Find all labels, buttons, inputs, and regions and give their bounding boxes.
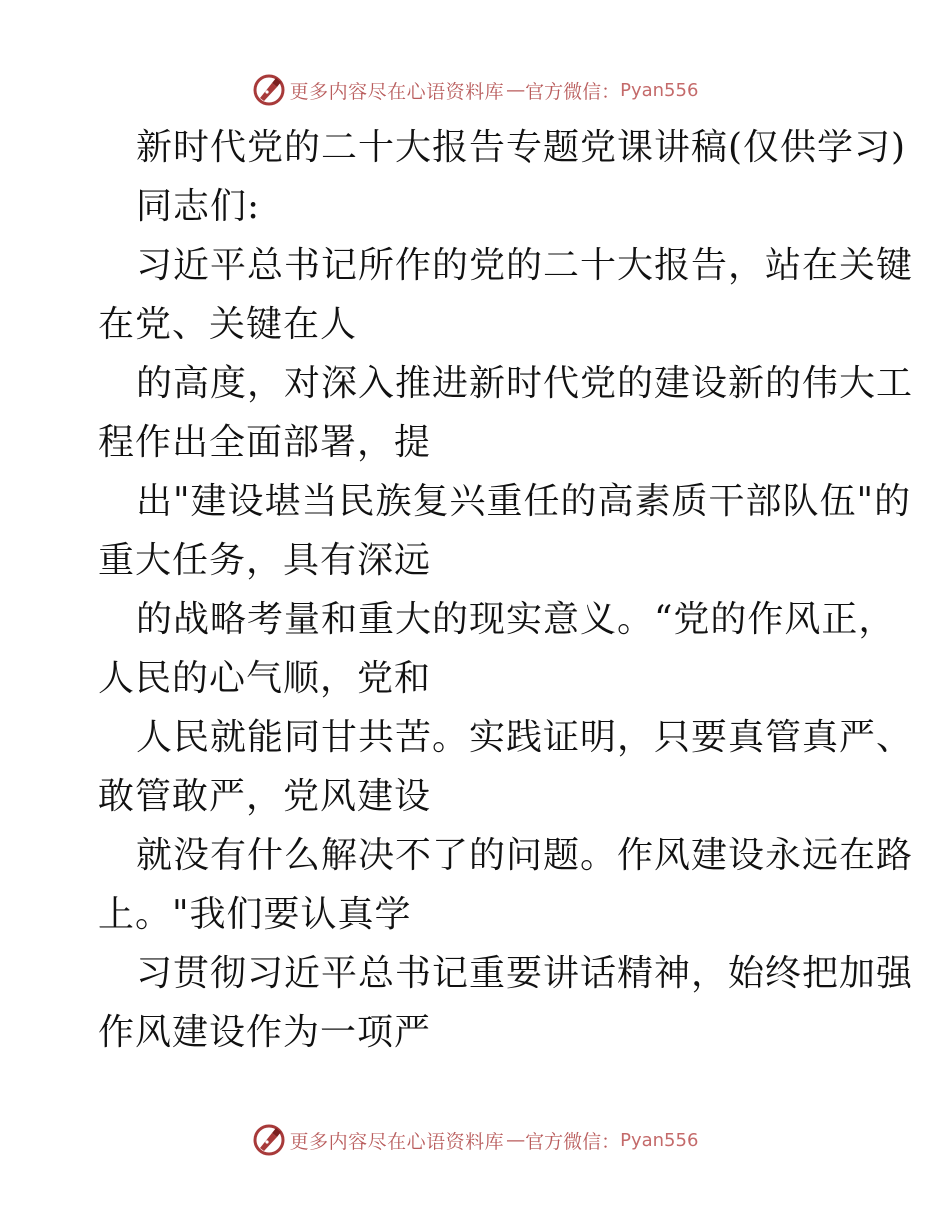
paragraph-line: 人民的心气顺，党和 — [98, 658, 432, 699]
paragraph-line: 敢管敢严，党风建设 — [98, 776, 432, 817]
document-title: 新时代党的二十大报告专题党课讲稿(仅供学习) — [136, 127, 907, 168]
watermark-site-text: 更多内容尽在心语资料库 — [289, 1130, 505, 1153]
paragraph-line: 出"建设堪当民族复兴重任的高素质干部队伍"的 — [136, 481, 912, 522]
salutation: 同志们: — [136, 186, 261, 227]
header-watermark — [0, 70, 950, 110]
paragraph-line: 人民就能同甘共苦。实践证明，只要真管真严、 — [136, 717, 914, 758]
footer-watermark — [0, 1120, 950, 1160]
paragraph-line: 作风建设作为一项严 — [98, 1012, 432, 1053]
paragraph-line: 在党、关键在人 — [98, 304, 358, 345]
watermark-separator: — — [506, 79, 524, 101]
watermark-wechat-label: 官方微信： — [525, 1130, 621, 1153]
paragraph-line: 的高度，对深入推进新时代党的建设新的伟大工 — [136, 363, 914, 404]
paragraph-line: 的战略考量和重大的现实意义。“党的作风正， — [136, 599, 896, 640]
watermark-wechat-label: 官方微信： — [525, 80, 621, 103]
paragraph-line: 就没有什么解决不了的问题。作风建设永远在路 — [136, 835, 914, 876]
watermark-wechat-id: Pyan556 — [620, 79, 699, 101]
paragraph-line: 重大任务，具有深远 — [98, 540, 432, 581]
watermark-separator: — — [506, 1129, 524, 1151]
watermark-site-text: 更多内容尽在心语资料库 — [289, 80, 505, 103]
watermark-wechat-id: Pyan556 — [620, 1129, 699, 1151]
pen-nib-logo-icon — [252, 73, 286, 107]
document-body — [98, 118, 914, 1062]
paragraph-line: 习贯彻习近平总书记重要讲话精神，始终把加强 — [136, 953, 914, 994]
pen-nib-logo-icon — [252, 1123, 286, 1157]
paragraph-line: 程作出全面部署，提 — [98, 422, 432, 463]
paragraph-line: 上。"我们要认真学 — [98, 894, 412, 935]
paragraph-line: 习近平总书记所作的党的二十大报告，站在关键 — [136, 245, 914, 286]
